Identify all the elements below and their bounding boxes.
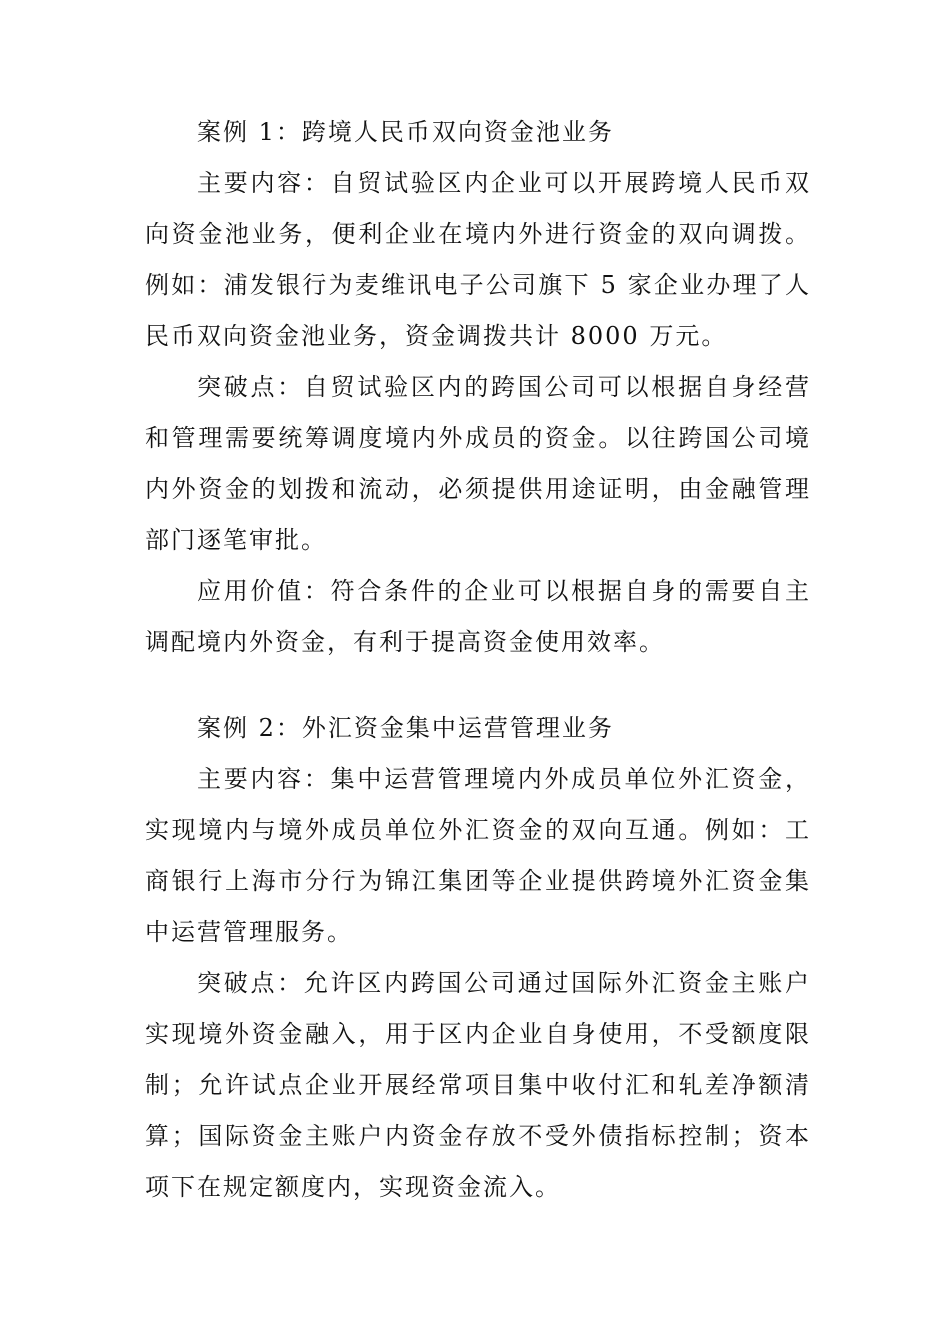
case-1-main-content: 主要内容：自贸试验区内企业可以开展跨境人民币双向资金池业务，便利企业在境内外进行资金的双向调拨。例如：浦发银行为麦维讯电子公司旗下 5 家企业办理了人民币双向资金池业务，资金调拨共计 8000 万元。 <box>145 169 811 350</box>
case-2-main-content: 主要内容：集中运营管理境内外成员单位外汇资金，实现境内与境外成员单位外汇资金的双向互通。例如：工商银行上海市分行为锦江集团等企业提供跨境外汇资金集中运营管理服务。 <box>145 765 811 946</box>
case-2-title: 案例 2：外汇资金集中运营管理业务 <box>197 714 614 742</box>
case-1-breakthrough: 突破点：自贸试验区内的跨国公司可以根据自身经营和管理需要统筹调度境内外成员的资金。以往跨国公司境内外资金的划拨和流动，必须提供用途证明，由金融管理部门逐笔审批。 <box>145 373 811 554</box>
case-2-breakthrough: 突破点：允许区内跨国公司通过国际外汇资金主账户实现境外资金融入，用于区内企业自身使用，不受额度限制；允许试点企业开展经常项目集中收付汇和轧差净额清算；国际资金主账户内资金存放不受外债指标控制；资本项下在规定额度内，实现资金流入。 <box>145 969 811 1201</box>
case-1-title: 案例 1：跨境人民币双向资金池业务 <box>197 118 614 146</box>
case-2-section <box>145 703 811 1213</box>
case-1-application-value: 应用价值：符合条件的企业可以根据自身的需要自主调配境内外资金，有利于提高资金使用效率。 <box>145 577 811 656</box>
case-1-section <box>145 107 811 668</box>
